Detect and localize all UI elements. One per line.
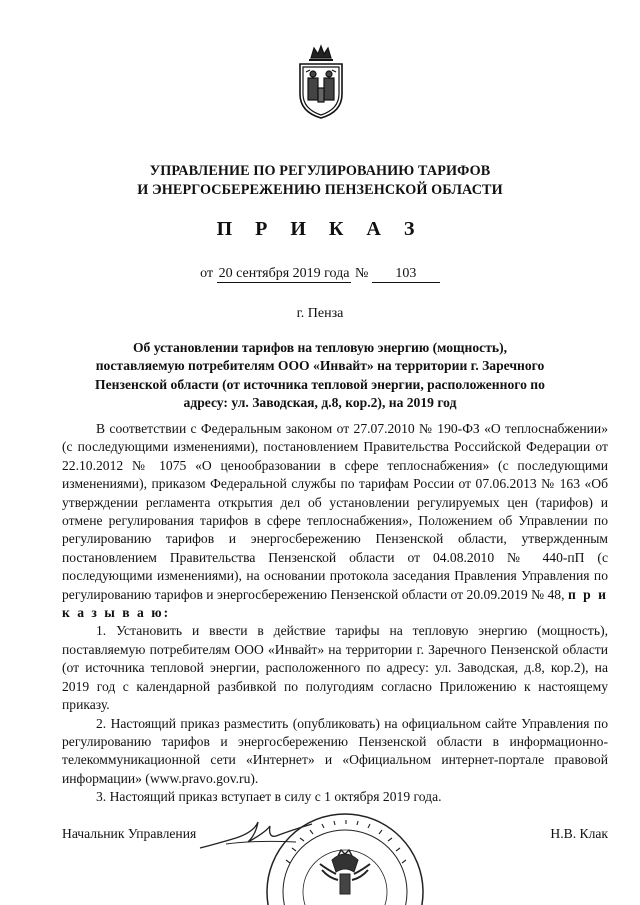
document-body (62, 420, 608, 807)
date-prefix: от (200, 266, 214, 281)
preamble-paragraph (62, 420, 608, 622)
title-line-4: адресу: ул. Заводская, д.8, кор.2), на 2019 год (183, 395, 457, 411)
signer-name: Н.В. Клак (550, 826, 608, 841)
document-title (70, 339, 570, 413)
city: г. Пенза (296, 306, 344, 321)
document-date: 20 сентября 2019 года (218, 266, 350, 281)
signature-block (62, 826, 608, 842)
signer-position: Начальник Управления (62, 826, 197, 841)
authority-line-1: УПРАВЛЕНИЕ ПО РЕГУЛИРОВАНИЮ ТАРИФОВ (149, 163, 491, 179)
order-word: п р и к а з ы в а ю: (62, 586, 608, 621)
document-type: П Р И К А З (216, 218, 424, 240)
title-line-1: Об установлении тарифов на тепловую энергию (мощность), (132, 340, 507, 355)
order-item-3: 3. Настоящий приказ вступает в силу с 1 октября 2019 года. (96, 789, 442, 805)
title-line-2: поставляемую потребителям ООО «Инвайт» на территории г. Заречного (95, 358, 545, 374)
date-number-line (0, 266, 640, 283)
preamble-text: В соответствии с Федеральным законом от 27.07.2010 № 190-ФЗ «О теплоснабжении» (с последующими изменениями), постановлением Правительства Российской Федерации от 22.10.2012 № 1075 «О ценообразовании в сфере теплоснабжения» (с последующими изменениями), приказом Федеральной службы по тарифам России от 07.06.2013 № 163 «Об утверждении регламента открытия дел об установлении регулируемых цен (тарифов) и отмене регулирования тарифов в сфере теплоснабжения», Положением об Управлении по регулированию тарифов и энергосбережению Пензенской области, утвержденным постановлением Правительства Пензенской области от 04.08.2010 № 440-пП (с последующими изменениями), на основании протокола заседания Правления Управления по регулированию тарифов и энергосбережению Пензенской области от 20.09.2019 № 48, (62, 421, 608, 602)
number-sign: № (354, 266, 369, 281)
order-item-1: 1. Установить и ввести в действие тарифы на тепловую энергию (мощность), поставляемую потребителям ООО «Инвайт» на территории г. Заречного Пензенской области (от источника тепловой энергии, расположенного по адресу: ул. Заводская, д.8, кор.2), на 2019 год с календарной разбивкой по полугодиям согласно Приложению к настоящему приказу. (62, 623, 608, 713)
order-item-2: 2. Настоящий приказ разместить (опубликовать) на официальном сайте Управления по регулированию тарифов и энергосбережению Пензенской области в информационно-телекоммуникационной сети «Интернет» и «Официальном интернет-портале правовой информации» (www.pravo.gov.ru). (62, 715, 608, 786)
title-line-3: Пензенской области (от источника тепловой энергии, расположенного по (95, 376, 545, 392)
coat-of-arms-icon (294, 44, 348, 120)
issuing-authority (0, 162, 640, 200)
authority-line-2: И ЭНЕРГОСБЕРЕЖЕНИЮ ПЕНЗЕНСКОЙ ОБЛАСТИ (137, 182, 503, 198)
document-number: 103 (372, 266, 440, 283)
